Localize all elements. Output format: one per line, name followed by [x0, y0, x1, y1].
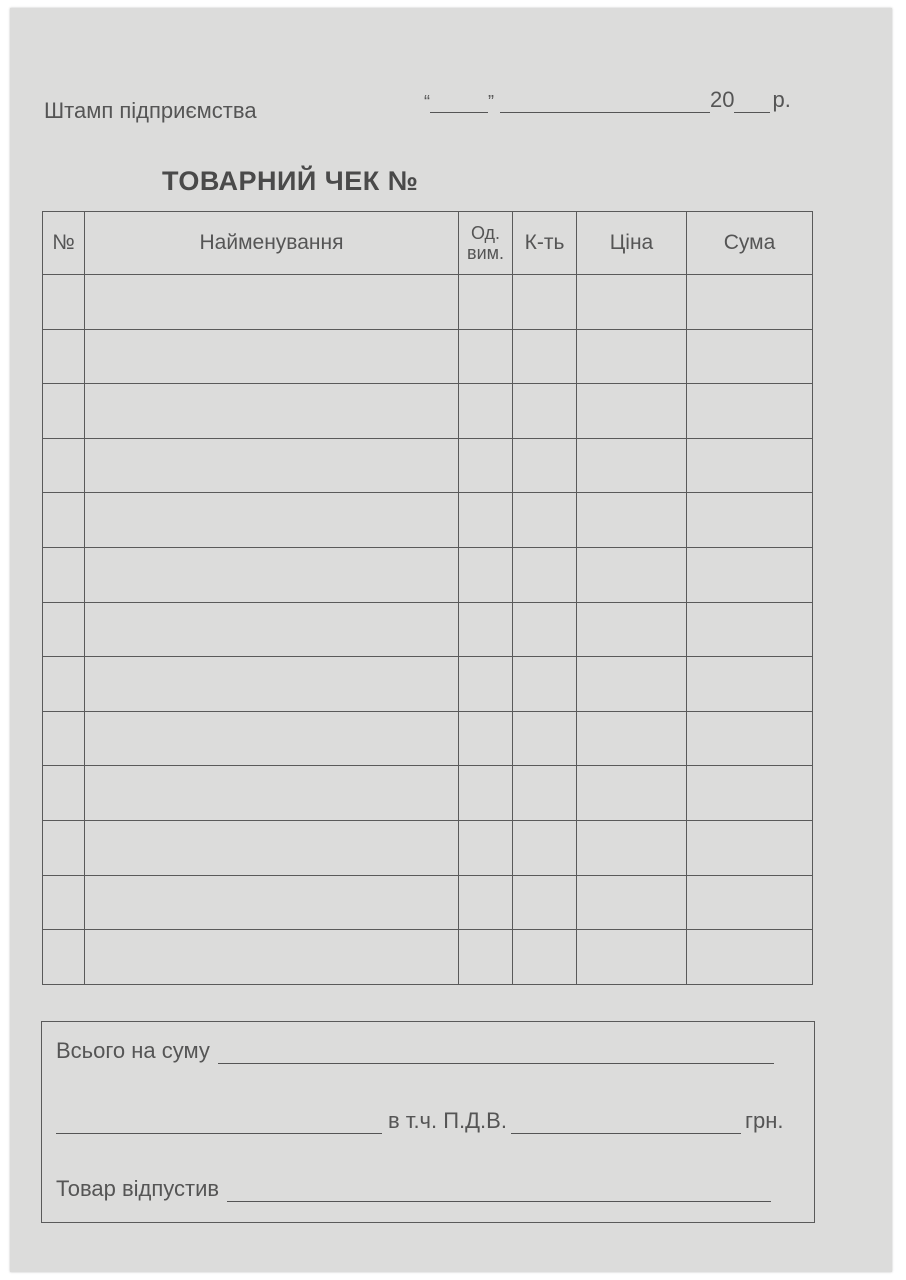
cell-unit[interactable] [459, 275, 513, 330]
column-header-number: № [43, 212, 85, 275]
table-row [43, 384, 813, 439]
cell-number[interactable] [43, 657, 85, 712]
table-row [43, 275, 813, 330]
cell-number[interactable] [43, 548, 85, 603]
total-row [56, 1038, 774, 1064]
cell-sum[interactable] [687, 821, 813, 876]
cell-unit[interactable] [459, 821, 513, 876]
cell-price[interactable] [577, 711, 687, 766]
total-label: Всього на суму [56, 1038, 210, 1063]
cell-price[interactable] [577, 930, 687, 985]
released-row [56, 1176, 771, 1202]
cell-price[interactable] [577, 384, 687, 439]
cell-sum[interactable] [687, 384, 813, 439]
cell-number[interactable] [43, 711, 85, 766]
cell-quantity[interactable] [513, 875, 577, 930]
column-header-name: Найменування [85, 212, 459, 275]
cell-sum[interactable] [687, 766, 813, 821]
cell-sum[interactable] [687, 438, 813, 493]
cell-name[interactable] [85, 930, 459, 985]
table-row [43, 711, 813, 766]
stamp-label: Штамп підприємства [44, 98, 257, 123]
items-table [42, 211, 813, 985]
cell-unit[interactable] [459, 602, 513, 657]
year-prefix: 20 [710, 87, 735, 112]
cell-unit[interactable] [459, 766, 513, 821]
cell-quantity[interactable] [513, 329, 577, 384]
cell-unit[interactable] [459, 548, 513, 603]
page-title [162, 166, 418, 197]
cell-sum[interactable] [687, 329, 813, 384]
cell-unit[interactable] [459, 930, 513, 985]
cell-price[interactable] [577, 602, 687, 657]
cell-sum[interactable] [687, 930, 813, 985]
cell-quantity[interactable] [513, 766, 577, 821]
summary-box [41, 1021, 815, 1223]
cell-price[interactable] [577, 657, 687, 712]
table-row [43, 930, 813, 985]
cell-number[interactable] [43, 275, 85, 330]
cell-sum[interactable] [687, 711, 813, 766]
table-row [43, 657, 813, 712]
title-number-sign: № [387, 166, 419, 196]
day-blank[interactable] [430, 86, 488, 113]
cell-number[interactable] [43, 821, 85, 876]
cell-unit[interactable] [459, 493, 513, 548]
total-words-blank[interactable] [56, 1109, 382, 1134]
cell-quantity[interactable] [513, 657, 577, 712]
vat-blank[interactable] [511, 1109, 741, 1134]
column-header-quantity: К-ть [513, 212, 577, 275]
cell-unit[interactable] [459, 711, 513, 766]
column-header-sum: Сума [687, 212, 813, 275]
cell-number[interactable] [43, 602, 85, 657]
cell-name[interactable] [85, 602, 459, 657]
cell-quantity[interactable] [513, 275, 577, 330]
cell-unit[interactable] [459, 875, 513, 930]
cell-unit[interactable] [459, 657, 513, 712]
cell-sum[interactable] [687, 548, 813, 603]
cell-price[interactable] [577, 329, 687, 384]
cell-price[interactable] [577, 875, 687, 930]
cell-sum[interactable] [687, 875, 813, 930]
table-row [43, 766, 813, 821]
released-blank[interactable] [227, 1177, 771, 1202]
cell-number[interactable] [43, 766, 85, 821]
total-blank[interactable] [218, 1039, 774, 1064]
cell-name[interactable] [85, 657, 459, 712]
currency-label: грн. [744, 1108, 784, 1133]
cell-sum[interactable] [687, 602, 813, 657]
cell-name[interactable] [85, 821, 459, 876]
released-label: Товар відпустив [56, 1176, 220, 1201]
cell-name[interactable] [85, 548, 459, 603]
cell-unit[interactable] [459, 438, 513, 493]
cell-name[interactable] [85, 384, 459, 439]
cell-sum[interactable] [687, 657, 813, 712]
cell-sum[interactable] [687, 275, 813, 330]
cell-name[interactable] [85, 493, 459, 548]
table-row [43, 602, 813, 657]
cell-quantity[interactable] [513, 438, 577, 493]
cell-number[interactable] [43, 875, 85, 930]
cell-name[interactable] [85, 766, 459, 821]
items-body [43, 275, 813, 985]
year-blank[interactable] [734, 86, 770, 113]
table-row [43, 548, 813, 603]
date-line [424, 86, 791, 113]
cell-quantity[interactable] [513, 384, 577, 439]
cell-quantity[interactable] [513, 602, 577, 657]
title-text: ТОВАРНИЙ ЧЕК [162, 166, 380, 196]
cell-price[interactable] [577, 275, 687, 330]
cell-number[interactable] [43, 930, 85, 985]
cell-name[interactable] [85, 711, 459, 766]
cell-price[interactable] [577, 493, 687, 548]
table-row [43, 493, 813, 548]
month-blank[interactable] [500, 86, 710, 113]
cell-name[interactable] [85, 275, 459, 330]
cell-quantity[interactable] [513, 821, 577, 876]
cell-quantity[interactable] [513, 930, 577, 985]
cell-price[interactable] [577, 821, 687, 876]
column-header-price: Ціна [577, 212, 687, 275]
date-open-quote: “ [424, 92, 430, 112]
year-suffix: р. [772, 87, 791, 112]
date-close-quote: ” [488, 92, 494, 112]
cell-number[interactable] [43, 384, 85, 439]
table-row [43, 438, 813, 493]
cell-name[interactable] [85, 875, 459, 930]
cell-quantity[interactable] [513, 711, 577, 766]
cell-number[interactable] [43, 438, 85, 493]
cell-price[interactable] [577, 548, 687, 603]
cell-unit[interactable] [459, 329, 513, 384]
table-row [43, 875, 813, 930]
column-header-unit: Од. вим. [459, 212, 513, 275]
cell-price[interactable] [577, 438, 687, 493]
cell-number[interactable] [43, 493, 85, 548]
table-row [43, 329, 813, 384]
cell-name[interactable] [85, 329, 459, 384]
cell-name[interactable] [85, 438, 459, 493]
cell-quantity[interactable] [513, 548, 577, 603]
cell-unit[interactable] [459, 384, 513, 439]
cell-number[interactable] [43, 329, 85, 384]
table-row [43, 821, 813, 876]
vat-row [56, 1108, 784, 1134]
cell-price[interactable] [577, 766, 687, 821]
table-header-row [43, 212, 813, 275]
vat-label: в т.ч. П.Д.В. [388, 1108, 507, 1133]
cell-quantity[interactable] [513, 493, 577, 548]
cell-sum[interactable] [687, 493, 813, 548]
